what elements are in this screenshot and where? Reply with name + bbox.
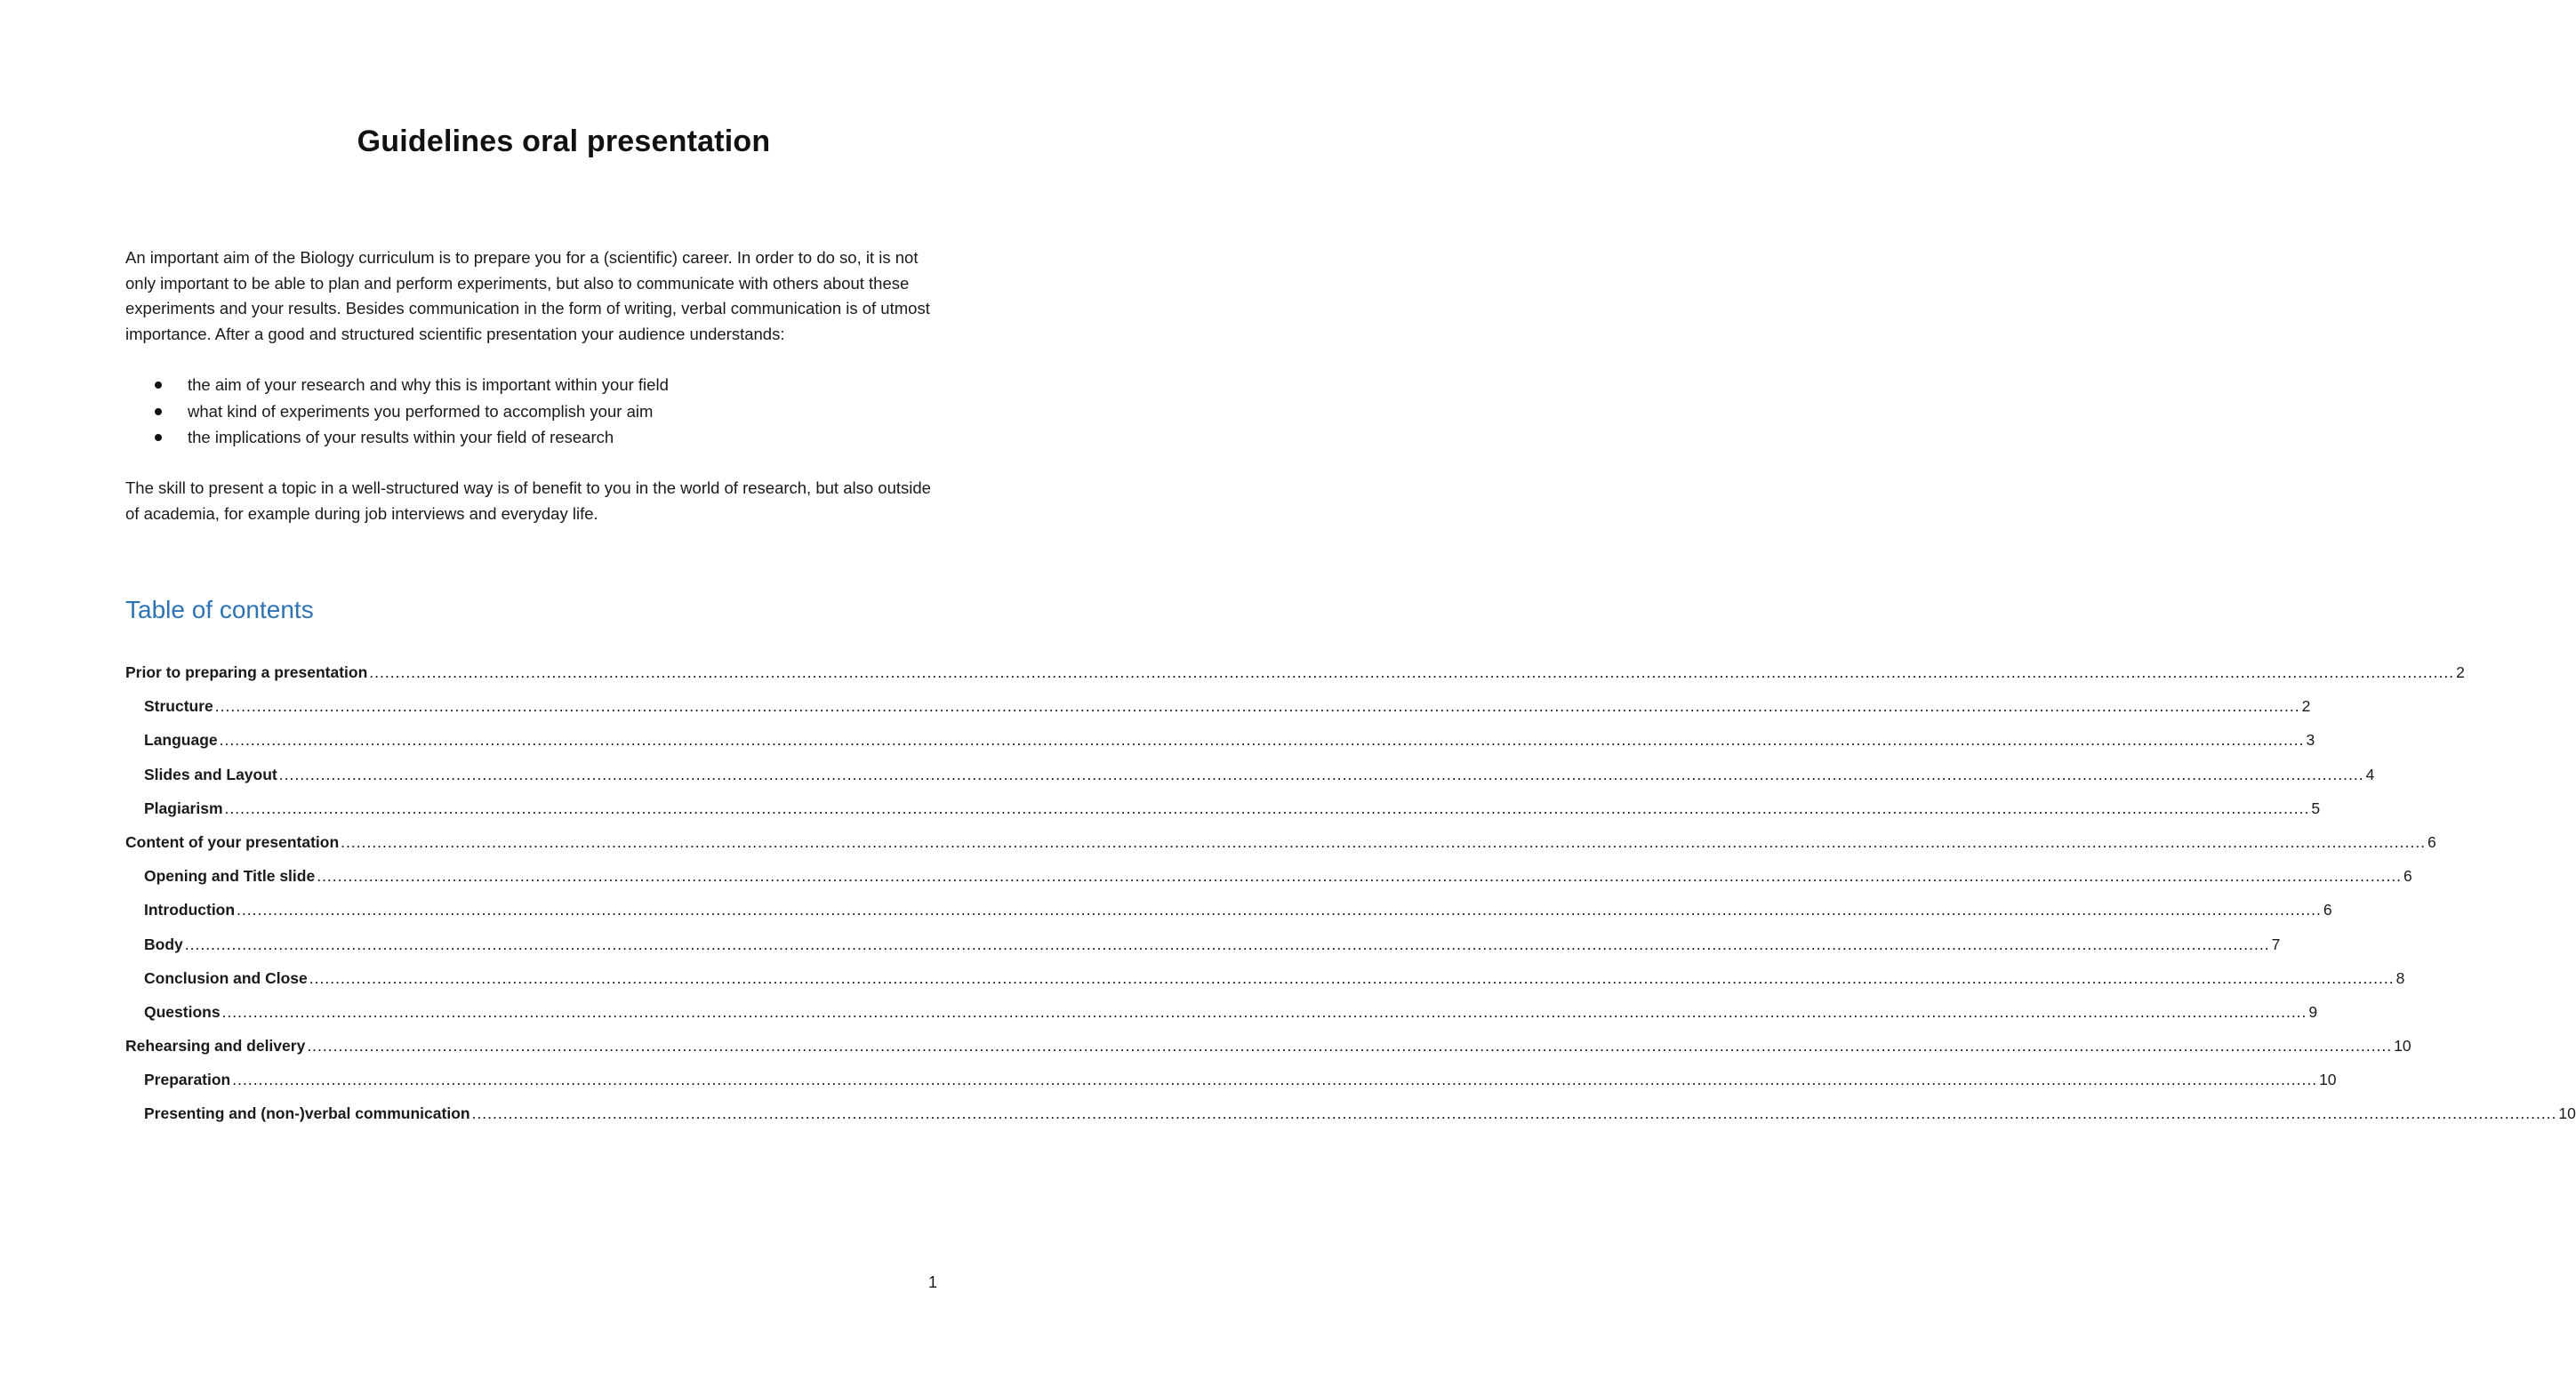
- toc-leader-dots: ................................................................................................................................................................................................................................................................................................................................................................................................................: [341, 832, 2426, 851]
- toc-entry-label: Presenting and (non-)verbal communication: [144, 1104, 470, 1123]
- toc-entry-page: 6: [2403, 867, 2412, 886]
- bullet-list: [125, 372, 943, 451]
- toc-leader-dots: ................................................................................................................................................................................................................................................................................................................................................................................................................: [224, 799, 2310, 817]
- toc-entry-label: Rehearsing and delivery: [125, 1037, 306, 1056]
- toc-entry-page: 10: [2558, 1104, 2576, 1123]
- toc-leader-dots: ................................................................................................................................................................................................................................................................................................................................................................................................................: [232, 1071, 2318, 1089]
- toc-entry-page: 9: [2308, 1002, 2318, 1021]
- toc-entry-page: 3: [2306, 731, 2315, 750]
- toc-heading: Table of contents: [125, 596, 314, 623]
- toc-leader-dots: ................................................................................................................................................................................................................................................................................................................................................................................................................: [369, 663, 2455, 681]
- page-title: Guidelines oral presentation: [357, 124, 771, 158]
- toc-entry-label: Plagiarism: [144, 799, 223, 817]
- bullet-item: [125, 424, 943, 451]
- toc-entry-label: Structure: [144, 697, 213, 716]
- toc-entry[interactable]: [125, 1099, 2576, 1133]
- toc-entry-page: 2: [2301, 697, 2311, 716]
- toc-entry-page: 10: [2319, 1071, 2337, 1089]
- toc-leader-dots: ................................................................................................................................................................................................................................................................................................................................................................................................................: [317, 867, 2403, 886]
- toc-leader-dots: ................................................................................................................................................................................................................................................................................................................................................................................................................: [237, 901, 2322, 919]
- toc-entry[interactable]: [125, 726, 2315, 759]
- toc-entry[interactable]: [125, 862, 2412, 895]
- toc-leader-dots: ................................................................................................................................................................................................................................................................................................................................................................................................................: [309, 968, 2395, 987]
- toc-entry[interactable]: [125, 998, 2318, 1032]
- toc-entry-page: 4: [2365, 765, 2375, 783]
- toc-entry[interactable]: [125, 692, 2311, 726]
- toc-leader-dots: ................................................................................................................................................................................................................................................................................................................................................................................................................: [219, 731, 2305, 750]
- toc-entry-page: 7: [2271, 935, 2281, 953]
- toc-entry-label: Conclusion and Close: [144, 968, 308, 987]
- toc-leader-dots: ................................................................................................................................................................................................................................................................................................................................................................................................................: [184, 935, 2270, 953]
- toc-entry-label: Slides and Layout: [144, 765, 277, 783]
- toc-leader-dots: ................................................................................................................................................................................................................................................................................................................................................................................................................: [221, 1002, 2307, 1021]
- toc-entry-label: Opening and Title slide: [144, 867, 316, 886]
- page-number: 1: [928, 1273, 938, 1291]
- toc-entry[interactable]: [125, 794, 2321, 828]
- toc-entry[interactable]: [125, 964, 2405, 998]
- toc-entry-page: 10: [2394, 1037, 2411, 1056]
- toc-entry[interactable]: [125, 760, 2375, 794]
- toc-leader-dots: ................................................................................................................................................................................................................................................................................................................................................................................................................: [307, 1037, 2393, 1056]
- toc-leader-dots: ................................................................................................................................................................................................................................................................................................................................................................................................................: [214, 697, 2300, 716]
- bullet-text: the aim of your research and why this is important within your field: [188, 375, 669, 394]
- toc-entry-label: Content of your presentation: [125, 832, 340, 851]
- bullet-icon: [155, 408, 162, 415]
- toc-entry-page: 2: [2456, 663, 2465, 681]
- bullet-item: [125, 398, 943, 425]
- second-paragraph: The skill to present a topic in a well-structured way is of benefit to you in the world of research, but also outside of academia, for example during job interviews and everyday life.: [125, 478, 931, 523]
- toc-entry[interactable]: [125, 828, 2436, 862]
- bullet-icon: [155, 434, 162, 441]
- toc-entry-label: Language: [144, 731, 218, 750]
- toc-entry-label: Body: [144, 935, 183, 953]
- intro-paragraph: An important aim of the Biology curriculum is to prepare you for a (scientific) career. In order to do so, it is not only important to be able to plan and perform experiments, but also to communicate with others about these experiments and your results. Besides communication in the form of writing, verbal communication is of utmost importance. After a good and structured scientific presentation your audience understands:: [125, 248, 930, 344]
- toc-entry-label: Prior to preparing a presentation: [125, 663, 368, 681]
- bullet-text: what kind of experiments you performed to accomplish your aim: [188, 401, 654, 421]
- toc-entry-page: 6: [2427, 832, 2436, 851]
- toc-entry[interactable]: [125, 658, 2465, 692]
- bullet-item: [125, 372, 943, 398]
- table-of-contents: [125, 658, 2576, 1134]
- toc-leader-dots: ................................................................................................................................................................................................................................................................................................................................................................................................................: [471, 1104, 2557, 1123]
- toc-entry[interactable]: [125, 895, 2332, 929]
- toc-entry[interactable]: [125, 1032, 2411, 1065]
- toc-entry-page: 5: [2311, 799, 2321, 817]
- toc-entry-label: Questions: [144, 1002, 221, 1021]
- toc-entry-label: Introduction: [144, 901, 236, 919]
- bullet-text: the implications of your results within your field of research: [188, 428, 614, 446]
- toc-entry[interactable]: [125, 1065, 2337, 1099]
- toc-entry-page: 6: [2323, 901, 2332, 919]
- toc-entry-page: 8: [2395, 968, 2405, 987]
- toc-leader-dots: ................................................................................................................................................................................................................................................................................................................................................................................................................: [278, 765, 2364, 783]
- toc-entry-label: Preparation: [144, 1071, 231, 1089]
- toc-entry[interactable]: [125, 930, 2281, 964]
- bullet-icon: [155, 381, 162, 389]
